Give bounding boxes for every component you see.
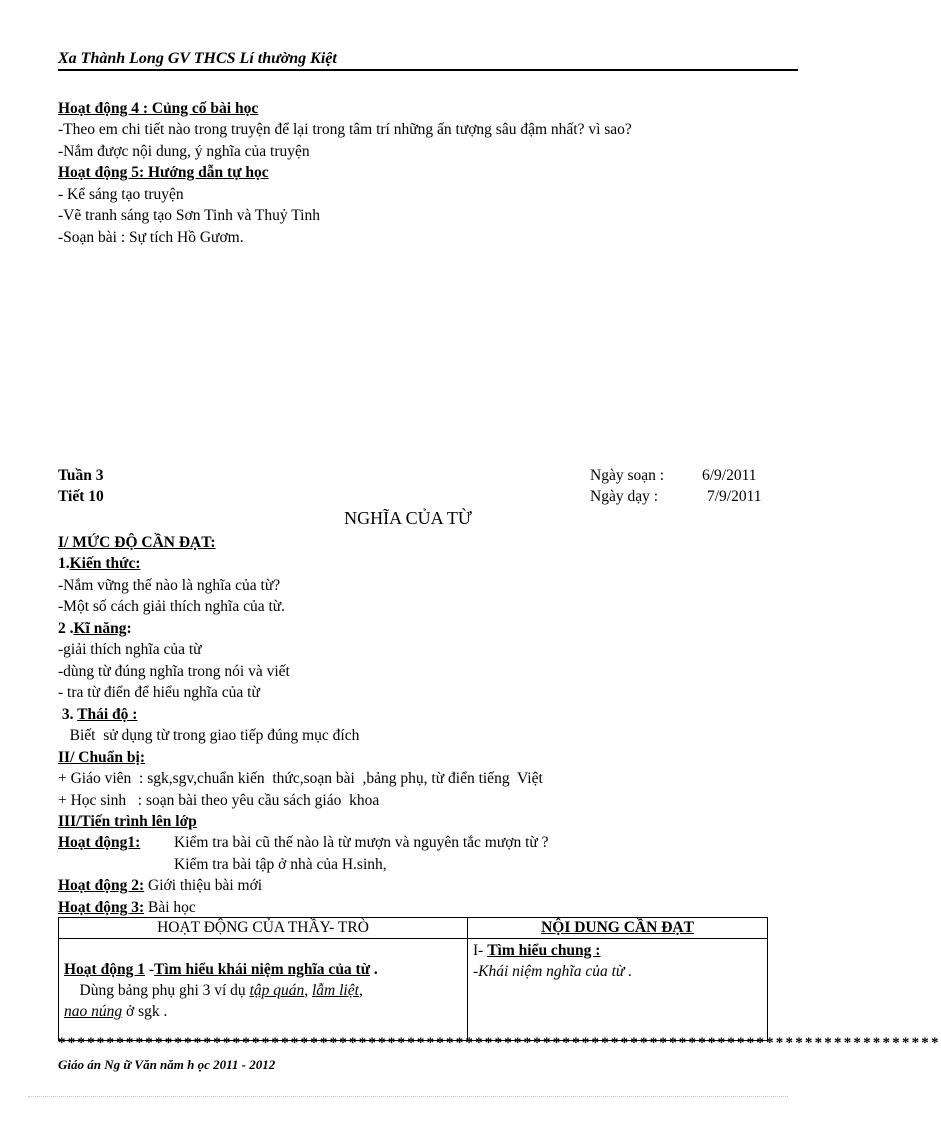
page-bottom-rule: [28, 1096, 788, 1097]
prep-date-value: 6/9/2011: [702, 467, 757, 484]
table-activity-heading: [64, 959, 462, 980]
section-1-heading: I/ MỨC ĐỘ CẦN ĐẠT:: [58, 534, 216, 551]
activity-4-title: Hoạt động 4 : Củng cố bài học: [58, 100, 259, 117]
table-row: [59, 939, 768, 1041]
activity-5-line-3: -Soạn bài : Sự tích Hồ Gươm.: [58, 229, 244, 246]
table-cell-content: [468, 939, 768, 1041]
activity-1-label: Hoạt động1:: [58, 834, 141, 851]
attitude-number: 3.: [58, 706, 78, 723]
table-activity-text-b: ở sgk .: [122, 1003, 168, 1020]
teacher-prep: + Giáo viên : sgk,sgv,chuẩn kiến thức,soạn bài ,bảng phụ, từ điển tiếng Việt: [58, 770, 543, 787]
skill-heading: [58, 618, 132, 639]
example-word-1: tập quán: [249, 982, 305, 999]
attitude-heading: [58, 704, 137, 725]
content-title: Tìm hiểu chung :: [487, 942, 601, 959]
attitude-item-1: Biết sử dụng từ trong giao tiếp đúng mục đích: [58, 727, 360, 744]
skill-title: Kĩ năng: [73, 620, 127, 637]
table-cell-activities: [59, 939, 468, 1041]
table-header-activities: HOẠT ĐỘNG CỦA THẦY- TRÒ: [59, 918, 468, 939]
header-rule: [58, 69, 798, 71]
activity-4-line-2: -Nắm được nội dung, ý nghĩa của truyện: [58, 143, 310, 160]
table-activity-label: Hoạt động 1: [64, 961, 145, 978]
skill-item-3: - tra từ điển để hiểu nghĩa của từ: [58, 684, 260, 701]
week-label: Tuần 3: [58, 467, 104, 484]
activity-1-text-2: Kiểm tra bài tập ở nhà của H.sinh,: [174, 856, 387, 873]
activity-1-text-1: Kiểm tra bài cũ thế nào là từ mượn và nguyên tắc mượn từ ?: [174, 834, 549, 851]
content-text: -Khái niệm nghĩa của từ .: [473, 963, 633, 980]
table-activity-text-2: [64, 1001, 462, 1022]
skill-colon: :: [126, 620, 132, 637]
table-activity-dash: -: [144, 961, 155, 978]
page-footer: Giáo án Ng ữ Văn năm h ọc 2011 - 2012: [58, 1057, 276, 1072]
section-2-heading: II/ Chuẩn bị:: [58, 749, 146, 766]
activity-1-row: [58, 832, 140, 853]
lesson-title: NGHĨA CỦA TỪ: [344, 508, 472, 528]
activity-3-row: [58, 897, 196, 918]
content-prefix: I-: [473, 942, 488, 959]
table-activity-title: Tìm hiểu khái niệm nghĩa của từ: [154, 961, 371, 978]
attitude-title: Thái độ :: [77, 706, 138, 723]
lesson-label: Tiết 10: [58, 488, 104, 505]
example-word-3: nao núng: [64, 1003, 123, 1020]
table-activity-text-a: Dùng bảng phụ ghi 3 ví dụ: [64, 982, 250, 999]
activity-3-text: Bài học: [144, 899, 196, 916]
example-sep-2: ,: [358, 982, 363, 999]
example-sep-1: ,: [304, 982, 312, 999]
knowledge-item-2: -Một số cách giải thích nghĩa của từ.: [58, 598, 286, 615]
knowledge-title: Kiến thức:: [69, 555, 141, 572]
lesson-table: [58, 917, 768, 1041]
student-prep: + Học sinh : soạn bài theo yêu cầu sách giáo khoa: [58, 792, 380, 809]
knowledge-item-1: -Nắm vững thế nào là nghĩa của từ?: [58, 577, 281, 594]
skill-item-1: -giải thích nghĩa của từ: [58, 641, 202, 658]
teach-date-label: Ngày dạy :: [590, 488, 659, 505]
activity-5-title: Hoạt động 5: Hướng dẫn tự học: [58, 164, 269, 181]
content-heading: [473, 940, 762, 961]
activity-5-line-2: -Vẽ tranh sáng tạo Sơn Tinh và Thuỷ Tinh: [58, 207, 320, 224]
skill-item-2: -dùng từ đúng nghĩa trong nói và viết: [58, 663, 290, 680]
page-header: Xa Thành Long GV THCS Lí thường Kiệt: [58, 50, 337, 67]
knowledge-number: 1.: [58, 555, 70, 572]
example-word-2: lẫm liệt: [312, 982, 359, 999]
activity-2-text: Giới thiệu bài mới: [144, 877, 263, 894]
teach-date-value: 7/9/2011: [707, 488, 762, 505]
knowledge-heading: [58, 553, 141, 574]
activity-4-line-1: -Theo em chi tiết nào trong truyện để lại trong tâm trí những ấn tượng sâu đậm nhất? vì sao?: [58, 121, 632, 138]
activity-2-row: [58, 875, 262, 896]
activity-3-label: Hoạt động 3:: [58, 899, 145, 916]
activity-5-line-1: - Kể sáng tạo truyện: [58, 186, 184, 203]
activity-2-label: Hoạt động 2:: [58, 877, 145, 894]
table-header-content: NỘI DUNG CẦN ĐẠT: [468, 918, 768, 939]
prep-date-label: Ngày soạn :: [590, 467, 665, 484]
table-activity-text: [64, 980, 462, 1001]
table-activity-end: .: [370, 961, 378, 978]
table-header-row: [59, 918, 768, 939]
section-3-heading: III/Tiến trình lên lớp: [58, 813, 197, 830]
skill-number: 2 .: [58, 620, 74, 637]
star-divider: *******************************************************************************************: [58, 1035, 941, 1051]
